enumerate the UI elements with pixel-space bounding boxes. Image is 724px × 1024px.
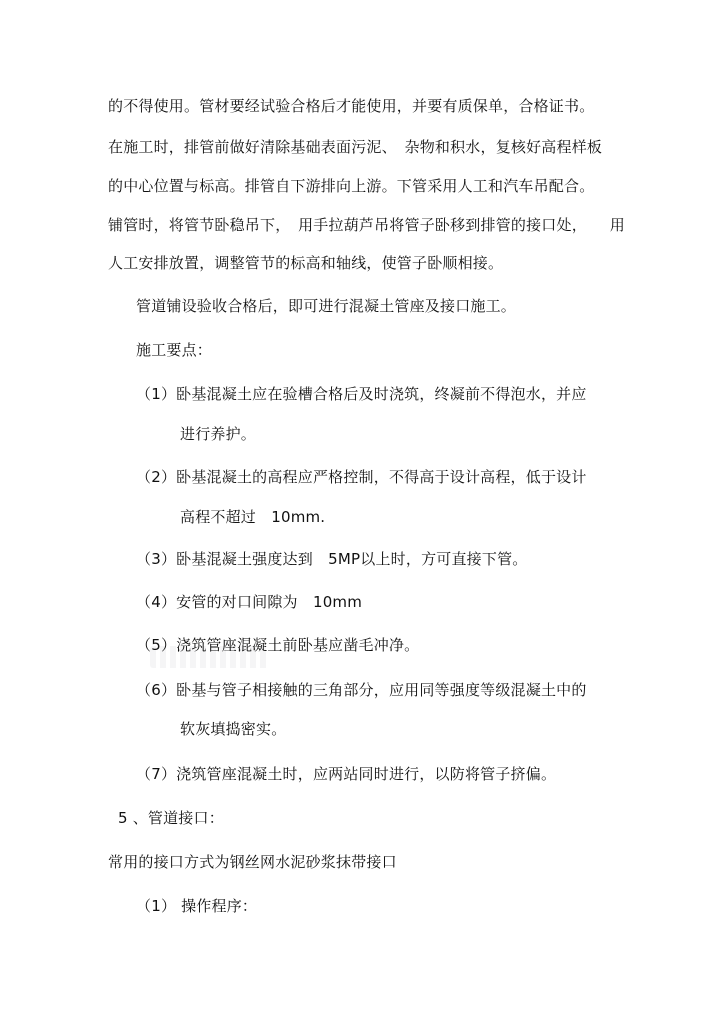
paragraph-line: 在施工时，排管前做好清除基础表面污泥、 杂物和积水，复核好高程样板 [108,138,603,156]
list-item: （6）卧基与管子相接触的三角部分，应用同等强度等级混凝土中的 [136,681,587,699]
list-item: （1）卧基混凝土应在验槽合格后及时浇筑，终凝前不得泡水，并应 [136,385,587,403]
subsection-heading: （1） 操作程序： [136,897,258,915]
list-item-continuation: 高程不超过 10mm. [180,508,326,526]
list-item: （7）浇筑管座混凝土时，应两站同时进行，以防将管子挤偏。 [136,765,557,783]
section-heading: 施工要点： [136,341,213,359]
list-item: （2）卧基混凝土的高程应严格控制，不得高于设计高程，低于设计 [136,468,587,486]
list-item: （3）卧基混凝土强度达到 5MP以上时，方可直接下管。 [136,550,528,568]
list-item-continuation: 软灰填捣密实。 [180,720,287,738]
paragraph-line: 铺管时，将管节卧稳吊下， 用手拉葫芦吊将管子卧移到排管的接口处， 用 [108,216,626,234]
paragraph-line: 人工安排放置，调整管节的标高和轴线，使管子卧顺相接。 [108,254,504,272]
list-item-continuation: 进行养护。 [180,425,257,443]
paragraph-line: 的不得使用。管材要经试验合格后才能使用，并要有质保单，合格证书。 [108,97,595,115]
paragraph-line: 的中心位置与标高。排管自下游排向上游。下管采用人工和汽车吊配合。 [108,177,595,195]
list-item: （4）安管的对口间隙为 10mm [136,593,363,611]
list-item: （5）浇筑管座混凝土前卧基应凿毛冲净。 [136,636,420,654]
paragraph-line: 管道铺设验收合格后，即可进行混凝土管座及接口施工。 [136,297,517,315]
paragraph-line: 常用的接口方式为钢丝网水泥砂浆抹带接口 [108,853,397,871]
section-heading: 5 、管道接口： [118,809,224,827]
